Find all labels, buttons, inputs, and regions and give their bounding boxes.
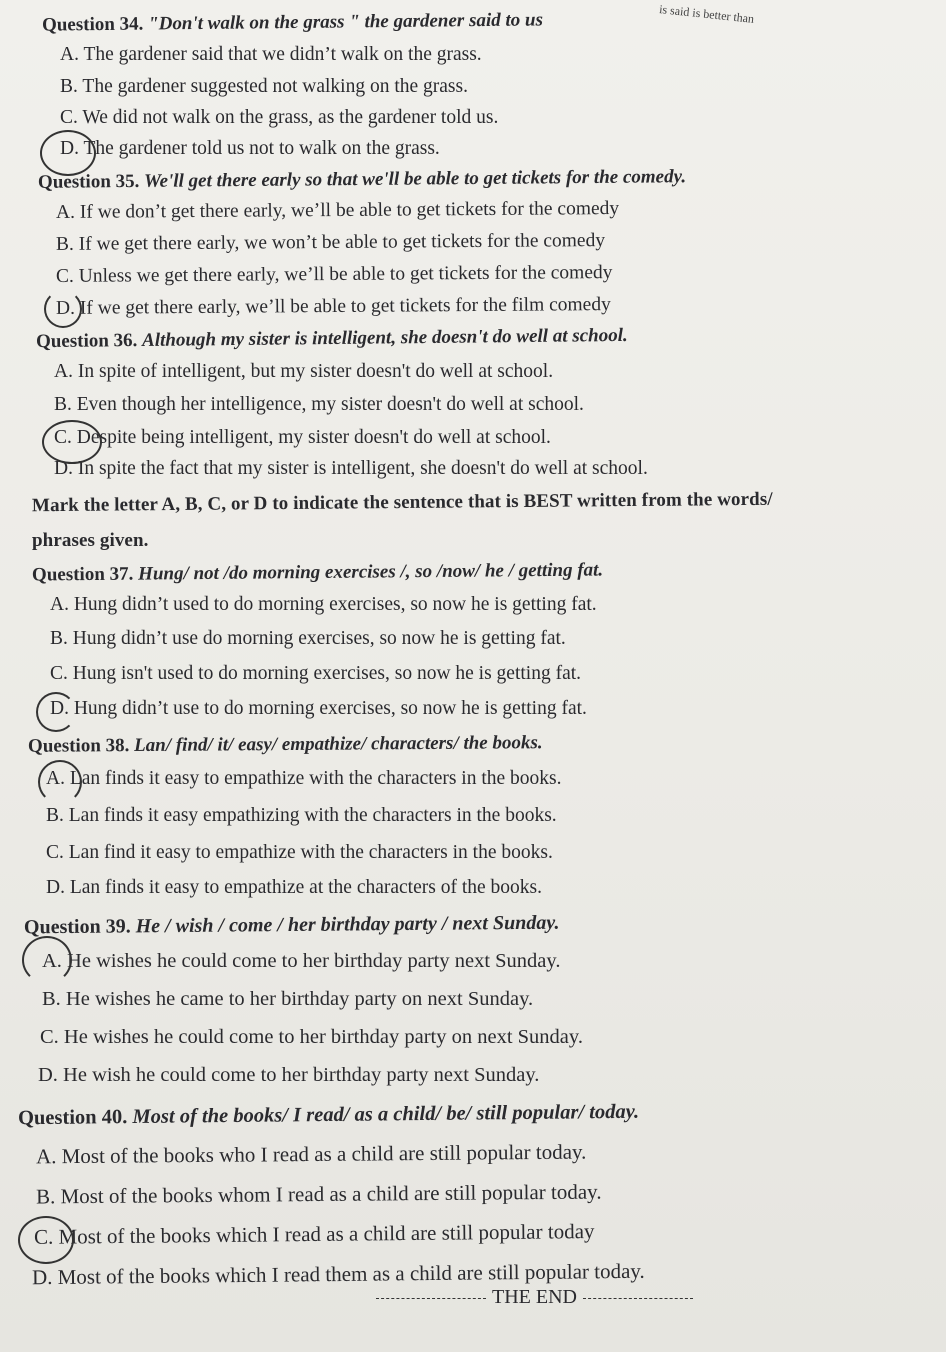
divider <box>583 1298 693 1299</box>
question-38-option-a: A. Lan finds it easy to empathize with the characters in the books. <box>46 768 562 789</box>
answer-circle-q38 <box>38 760 82 804</box>
question-40-option-a: A. Most of the books who I read as a child are still popular today. <box>35 1139 587 1169</box>
question-37-option-d: D. Hung didn’t use to do morning exercises, so now he is getting fat. <box>50 698 587 719</box>
divider <box>376 1298 486 1299</box>
question-label: Question 35. <box>37 170 140 193</box>
question-38-option-b: B. Lan finds it easy empathizing with the characters in the books. <box>46 805 557 826</box>
question-40-title <box>18 1101 639 1131</box>
question-stem: "Don't walk on the grass " the gardener said to us <box>148 9 544 35</box>
question-39-option-a: A. He wishes he could come to her birthday party next Sunday. <box>42 950 561 972</box>
question-34-option-b: B. The gardener suggested not walking on the grass. <box>60 76 468 97</box>
end-footer <box>370 1286 699 1309</box>
question-36-option-d: D. In spite the fact that my sister is intelligent, she doesn't do well at school. <box>54 458 648 479</box>
question-39-title <box>24 912 560 940</box>
question-34-option-d: D. The gardener told us not to walk on the grass. <box>60 138 440 159</box>
question-39-option-c: C. He wishes he could come to her birthday party on next Sunday. <box>40 1026 583 1048</box>
question-37-option-b: B. Hung didn’t use do morning exercises, so now he is getting fat. <box>50 628 566 649</box>
question-37-option-a: A. Hung didn’t used to do morning exercises, so now he is getting fat. <box>50 594 597 615</box>
question-stem: Although my sister is intelligent, she doesn't do well at school. <box>142 324 628 351</box>
question-label: Question 38. <box>27 735 130 757</box>
question-37-title <box>32 560 603 587</box>
answer-circle-q34 <box>40 130 96 176</box>
question-35-option-d: D. If we get there early, we’ll be able to get tickets for the film comedy <box>55 294 611 319</box>
question-39-option-b: B. He wishes he came to her birthday party on next Sunday. <box>42 988 534 1010</box>
question-35-option-b: B. If we get there early, we won’t be able to get tickets for the comedy <box>55 230 606 255</box>
instruction-line-2: phrases given. <box>32 530 149 551</box>
question-38-option-c: C. Lan find it easy to empathize with the characters in the books. <box>46 842 553 863</box>
question-label: Question 34. <box>41 13 144 36</box>
handwritten-corner-note: is said is better than <box>658 2 755 26</box>
question-34-option-c: C. We did not walk on the grass, as the gardener told us. <box>60 107 499 128</box>
question-40-option-b: B. Most of the books whom I read as a child are still popular today. <box>35 1179 602 1209</box>
question-36-option-c: C. Despite being intelligent, my sister doesn't do well at school. <box>54 427 551 448</box>
question-36-title <box>36 325 628 353</box>
question-40-option-c: C. Most of the books which I read as a child are still popular today <box>33 1219 595 1249</box>
question-label: Question 37. <box>31 563 134 586</box>
question-35-option-c: C. Unless we get there early, we’ll be able to get tickets for the comedy <box>55 262 613 287</box>
answer-circle-q36 <box>42 420 102 464</box>
question-38-title <box>28 732 543 758</box>
question-stem: Lan/ find/ it/ easy/ empathize/ characters/ the books. <box>134 732 543 757</box>
answer-circle-q39 <box>22 936 72 984</box>
question-stem: Hung/ not /do morning exercises /, so /now/ he / getting fat. <box>138 559 604 585</box>
question-34-title <box>42 9 543 36</box>
question-label: Question 40. <box>17 1106 128 1130</box>
question-37-option-c: C. Hung isn't used to do morning exercises, so now he is getting fat. <box>50 663 582 684</box>
answer-circle-q35 <box>44 290 82 328</box>
question-34-option-a: A. The gardener said that we didn’t walk on the grass. <box>60 44 482 65</box>
answer-circle-q37 <box>36 692 76 732</box>
question-35-option-a: A. If we don’t get there early, we’ll be able to get tickets for the comedy <box>55 198 620 223</box>
question-label: Question 39. <box>23 915 131 939</box>
question-stem: We'll get there early so that we'll be able to get tickets for the comedy. <box>144 166 687 192</box>
question-36-option-b: B. Even though her intelligence, my sister doesn't do well at school. <box>54 394 584 415</box>
question-39-option-d: D. He wish he could come to her birthday party next Sunday. <box>38 1064 540 1086</box>
question-stem: He / wish / come / her birthday party / next Sunday. <box>135 911 560 938</box>
question-40-option-d: D. Most of the books which I read them as a child are still popular today. <box>31 1258 645 1290</box>
instruction-line-1: Mark the letter A, B, C, or D to indicate the sentence that is BEST written from the words/ <box>31 488 773 517</box>
question-label: Question 36. <box>35 330 138 353</box>
question-35-title <box>38 166 686 194</box>
answer-circle-q40 <box>18 1216 74 1264</box>
question-38-option-d: D. Lan finds it easy to empathize at the characters of the books. <box>46 877 542 898</box>
question-stem: Most of the books/ I read/ as a child/ be/ still popular/ today. <box>132 1100 640 1129</box>
end-label: THE END <box>492 1286 577 1308</box>
question-36-option-a: A. In spite of intelligent, but my sister doesn't do well at school. <box>54 361 554 382</box>
